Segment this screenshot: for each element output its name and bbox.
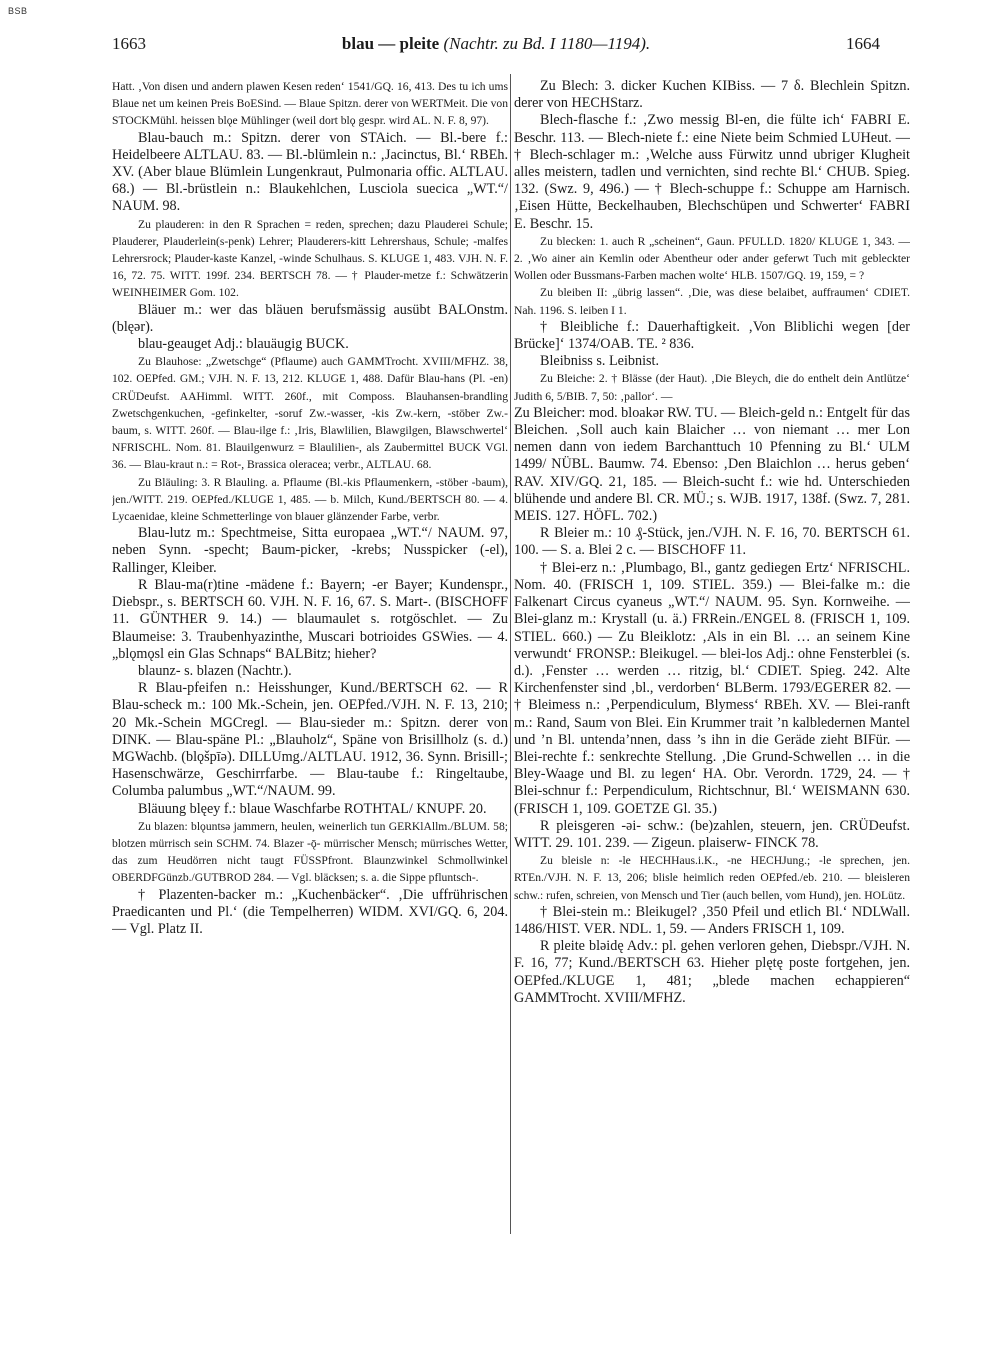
running-title — [112, 34, 880, 54]
dictionary-entry: Hatt. ‚Von disen und andern plawen Kesen reden‘ 1541/GQ. 16, 413. Des tu ich ums Blaue net um keinen Preis BoESind. — Blaue Spitzn. derer von WERTMeit. Die von STOCKMühl. heissen blǫe Mühlinger (weil dort blǫ gespr. wird AL. N. F. 8, 97). — [112, 80, 508, 128]
dictionary-entry: Bläuer m.: wer das bläuen berufsmässig ausübt BALOnstm. (blęər). — [112, 301, 508, 335]
dictionary-entry: † Blei-stein m.: Bleikugel? ‚350 Pfeil und etlich Bl.‘ NDLWall. 1486/HIST. VER. NDL. 1, 59. — Anders FRISCH 1, 109. — [514, 903, 910, 937]
dictionary-entry: Zu Blech: 3. dicker Kuchen KIBiss. — 7 δ. Blechlein Spitzn. derer von HECHStarz. — [514, 78, 910, 112]
page-number-right: 1664 — [846, 34, 880, 53]
dictionary-entry: Zu bleiben II: „übrig lassen“. ‚Die, was diese belaibet, auffraumen‘ CDIET. Nah. 1196. S. leiben I 1. — [514, 286, 910, 317]
dictionary-entry: Zu Blauhose: „Zwetschge“ (Pflaume) auch GAMMTrocht. XVIII/MFHZ. 38, 102. OEPfed. GM.; VJH. N. F. 13, 212. KLUGE 1, 488. Dafür Blau-hans (Pl. -en) CRÜDeufst. AAHimml. WITT. 260f., mit Composs. Blauhansen-brandling Zwetschgenkuchen, -gefinkelter, -soruf Zw.-wasser, -kis Zw.-kern, -stöber Zw.-baum, s. WITT. 260f. — Blau-ilge f.: ‚Iris, Blawlilien, Blawgilgen, Blawschwertel‘ NFRISCHL. Nom. 81. Blauilgenwurz = Blaulilien-, als Zaubermittel BUCK VGl. 36. — Blau-kraut n.: = Rot-, Brassica oleracea; verbr., ALTLAU. 68. — [112, 355, 508, 472]
dictionary-entry: blau-geauget Adj.: blauäugig BUCK. — [138, 336, 349, 353]
dictionary-entry: † Blei-erz n.: ‚Plumbago, Bl., gantz gediegen Ertz‘ NFRISCHL. Nom. 40. (FRISCH 1, 109. STIEL. 359.) — Blei-falke m.: die Falkenart Circus cyaneus „WT.“/ NAUM. 95. Syn. Kornweihe. — Blei-glanz m.: Krystall (u. ä.) FRRein./ENGEL 8. (FRISCH 1, 109. STIEL. 660.) — Zu Bleiklotz: ‚Als in ein Bl. … an seinem Kine verwundt‘ FRONSP.: Bleikugel. — blei-los Adj.: ohne Fensterblei (s. d.). ‚Fenster … werden … ritzig, bl.‘ CDIET. Spieg. 242. Alte Kirchenfenster sind ‚bl., verdorben‘ BLBerm. 1793/EGERER 82. — † Bleimess n.: ‚Perpendiculum, Blymess‘ RBEh. XV. — Blei-ranft m.: Rand, Saum von Blei. Ein Krummer trait ’n kalbledernen Mantel und ’n Bl. untenda’nnen, dass ’s ihn in die Geräde zieht BIFür. — Blei-rechte f.: senkrechte Stellung. ‚Die Grund-Schwellen … in die Bley-Waage und Bl. zu legen‘ HA. Obr. Verordn. 1729, 24. — † Blei-schnur f.: Perpendiculum, Richtschnur, Bl.‘ WEISMANN 630. (FRISCH 1, 109. GOETZE Gl. 35.) — [514, 559, 910, 817]
dictionary-entry: R Blau-ma(r)tine -mädene f.: Bayern; -er Bayer; Kundenspr., Diebspr., s. BERTSCH 60. VJH. N. F. 16, 67. S. Mart-. (BISCHOFF 11. GÜNTHER 9. 14.) — blaumaulet s. rotgöschlet. — Zu Blaumeise: 3. Traubenhyazinthe, Muscari botrioides GSWies. — 4. „blǫmǫsl ein Glas Schnaps“ BALBitz; hieher? — [112, 576, 508, 662]
dictionary-entry: Zu plauderen: in den R Sprachen = reden, sprechen; dazu Plauderei Schule; Plauderer, Plauderlein(s-penk) Lehrer; Plauderers-kitt Lehrershaus, Schule; -malfes Lehrersrock; Plauder-kaste Kanzel, -winde Schulhaus. S. KLUGE 1, 483. VJH. N. F. 16, 72. 75. WITT. 199f. 234. BERTSCH 78. — † Plauder-metze f.: Schwätzerin WEINHEIMER Gom. 102. — [112, 217, 508, 300]
dictionary-entry: R pleite blǝidę Adv.: pl. gehen verloren gehen, Diebspr./VJH. N. F. 16, 77; Kund./BERTSCH 63. Hieher plętę poste fortgehen, jen. OEPfed./KLUGE 1, 481; „blede machen echappieren“ GAMMTrocht. XVIII/MFHZ. — [514, 938, 910, 1006]
dictionary-entry: R Blau-pfeifen n.: Heisshunger, Kund./BERTSCH 62. — R Blau-scheck m.: 100 Mk.-Schein, jen. OEPfed./VJH. N. F. 13, 210; 20 Mk.-Schein MGCregl. — Blau-sieder m.: Spitzn. derer von DINK. — Blau-späne Pl.: „Blauholz“, Späne von Brisillholz (s. d.) MGWachb. (blǫšpīə). DILLUmg./ALTLAU. 1912, 36. Synn. Brisill-; Hasenschwärze, Geschirrfarbe. — Blau-taube f.: Ringeltaube, Columba palumbus „WT.“/NAUM. 99. — [112, 680, 508, 800]
dictionary-entry: Zu bleisle n: -le HECHHaus.i.K., -ne HECHJung.; -le sprechen, jen. RTEn./VJH. N. F. 13, 206; blisle heimlich reden OEPfed./eb. 210. — bleisleren schw.: rufen, schreien, von Mensch und Tier (auch bellen, vom Hund), jen. HOLütz. — [514, 854, 910, 902]
title-subtitle: (Nachtr. zu Bd. I 1180—1194). — [439, 34, 651, 53]
dictionary-entry: Zu Bläuling: 3. R Blauling. a. Pflaume (Bl.-kis Pflaumenkern, -stöber -baum), jen./WITT. 219. OEPfed./KLUGE 1, 485. — b. Milch, Kund./BERTSCH 80. — 4. Lycaenidae, kleine Schmetterlinge von blauer glänzender Farbe, verbr. — [112, 475, 508, 524]
dictionary-entry: Zu blecken: 1. auch R „scheinen“, Gaun. PFULLD. 1820/ KLUGE 1, 343. — 2. ‚Wo ainer ain Kemlin oder Abentheur oder ander geferwt Tuch mit gebleckter Wollen oder Bussmans-Farben machen wolte‘ HLB. 1507/GQ. 19, 159, = ? — [514, 234, 910, 283]
left-column — [112, 78, 508, 1363]
right-column — [514, 78, 910, 1268]
dictionary-entry: Blech-flasche f.: ‚Zwo messig Bl-en, die fülte ich‘ FABRI E. Beschr. 113. — Blech-niete f.: eine Niete beim Schmied LUHeut. — † Blech-schlager m.: ‚Welche auss Fürwitz unnd ubriger Klugheit alles meistern, tadlen und vernichten, sind rechte Bl.‘ CHUB. Spieg. 132. (Swz. 9, 496.) — † Blech-schuppe f.: Schuppe am Harnisch. ‚Eisen Hütte, Beckelhauben, Blechschüpen und Schwerter‘ FABRI E. Beschr. 15. — [514, 112, 910, 232]
dictionary-entry: Blau-bauch m.: Spitzn. derer von STAich. — Bl.-bere f.: Heidelbeere ALTLAU. 83. — Bl.-blümlein n.: ‚Jacinctus, Bl.‘ RBEh. XV. (Aber blaue Blümlein Lungenkraut, Pulmonaria offic. ALTLAU. 68.) — Bl.-brüstlein n.: Blaukehlchen, Lusciola suecica „WT.“/ NAUM. 98. — [112, 129, 508, 215]
dictionary-entry: Bläuung blęey f.: blaue Waschfarbe ROTHTAL/ KNUPF. 20. — [138, 800, 487, 817]
library-stamp: BSB — [8, 6, 28, 16]
running-header — [112, 34, 880, 58]
dictionary-entry: † Bleibliche f.: Dauerhaftigkeit. ‚Von Bliblichi wegen [der Brücke]‘ 1374/OAB. TE. ² 836. — [514, 318, 910, 353]
dictionary-entry: Zu blazen: blǫuntsə jammern, heulen, weinerlich tun GERKlAllm./BLUM. 58; blotzen mürrisch sein SCHM. 74. Blazer -ǭ- mürrischer Mensch; mürrisches Wetter, das zum Heudörren nicht taugt FÜSSPfront. Blaunzwinkel Schmollwinkel OBERDFGünzb./GUTBROD 284. — Vgl. bläcksen; s. a. die Sippe pfluntsch-. — [112, 819, 508, 885]
dictionary-entry: R Bleier m.: 10 ₰-Stück, jen./VJH. N. F. 16, 70. BERTSCH 61. 100. — S. a. Blei 2 c. — BISCHOFF 11. — [514, 525, 910, 559]
dictionary-entry: Bleibniss s. Leibnist. — [540, 353, 660, 370]
dictionary-entry: Blau-lutz m.: Spechtmeise, Sitta europaea „WT.“/ NAUM. 97, neben Synn. -specht; Baum-picker, -krebs; Nusspicker (-el), Rallinger, Kleiber. — [112, 525, 508, 576]
dictionary-entry: † Plazenten-backer m.: „Kuchenbäcker“. ‚Die uffrührischen Praedicanten und Pl.‘ (die Tempelherren) WIDM. XVI/GQ. 6, 204. — Vgl. Platz II. — [112, 886, 508, 937]
dictionary-entry: blaunz- s. blazen (Nachtr.). — [138, 662, 292, 679]
dictionary-entry: Zu Bleiche: 2. † Blässe (der Haut). ‚Die Bleych, die do enthelt dein Antlütze‘ Judith 6, 5/BIB. 7, 50: ‚pallor‘. — — [514, 372, 910, 403]
column-divider — [510, 74, 511, 1234]
page-number-left: 1663 — [112, 34, 146, 53]
dictionary-entry: Zu Bleicher: mod. bloakər RW. TU. — Bleich-geld n.: Entgelt für das Bleichen. ‚Soll auch kain Blaicher … von niemant … mer Lon nemen dann von iedem Barchanttuch 10 Pfenning zu Bl.‘ ULM 1499/ NÜBL. Baumw. 74. Ebenso: ‚Den Blaichlon … herus geben‘ RAV. XIV/GQ. 21, 185. — Bleich-sucht f.: wie hd. Unterschieden blühende und andere Bl. CR. MÜ.; s. WJB. 1917, 138f. (Swz. 7, 281. MEIS. 127. HÖFL. 702.) — [514, 404, 910, 525]
title-main: blau — pleite — [341, 34, 440, 53]
dictionary-entry: R pleisgeren -əi- schw.: (be)zahlen, steuern, jen. CRÜDeufst. WITT. 29. 101. 239. — Zigeun. plaiserw- FINCK 78. — [514, 817, 910, 851]
